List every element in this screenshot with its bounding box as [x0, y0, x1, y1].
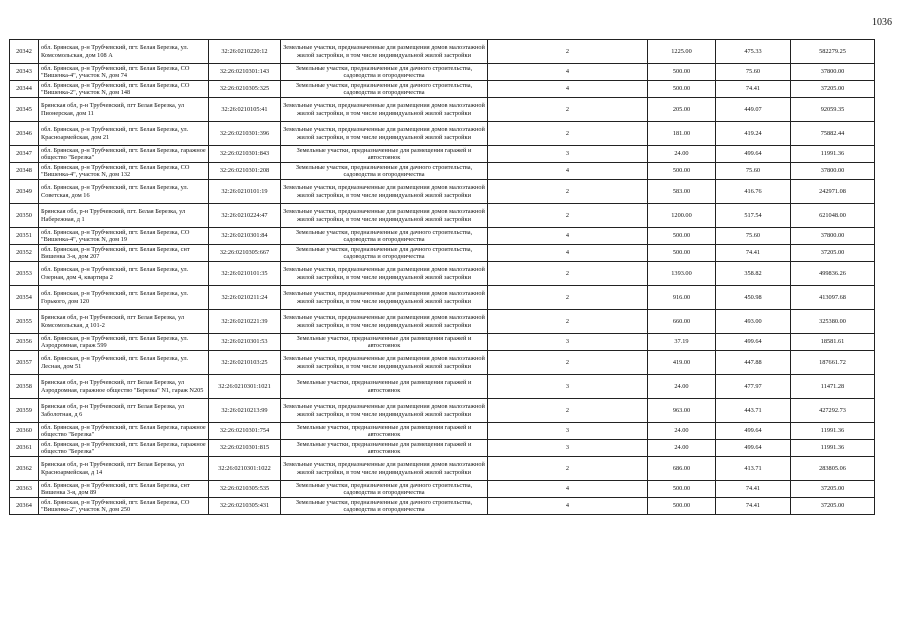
specific-value-cell: 499.64 [716, 334, 791, 351]
row-number: 20363 [10, 481, 39, 498]
table-row [10, 81, 875, 98]
type-code-cell: 2 [488, 204, 648, 228]
type-code-cell: 2 [488, 286, 648, 310]
cadastral-number-cell: 32:26:0210301:53 [209, 334, 281, 351]
type-code-cell: 3 [488, 146, 648, 163]
cadastral-value-cell: 37205.00 [791, 81, 875, 98]
cadastral-value-cell: 11991.36 [791, 146, 875, 163]
specific-value-cell: 74.41 [716, 498, 791, 515]
land-use-cell: Земельные участки, предназначенные для дачного строительства, садоводства и огородничества [281, 81, 488, 98]
address-cell: обл. Брянская, р-н Трубчевский, пгт. Белая Березка, ул. Озерная, дом 4, квартира 2 [39, 262, 209, 286]
cadastral-value-cell: 37800.00 [791, 228, 875, 245]
row-number: 20354 [10, 286, 39, 310]
address-cell: обл. Брянская, р-н Трубчевский, пгт. Белая Березка, ул. Комсомольская, дом 108 А [39, 40, 209, 64]
land-use-cell: Земельные участки, предназначенные для размещения гаражей и автостоянок [281, 375, 488, 399]
table-row [10, 204, 875, 228]
cadastral-value-cell: 92059.35 [791, 98, 875, 122]
cadastral-number-cell: 32:26:0210211:24 [209, 286, 281, 310]
address-cell: обл. Брянская, р-н Трубчевский, пгт. Белая Березка, гаражное общество "Березка" [39, 440, 209, 457]
area-cell: 500.00 [648, 228, 716, 245]
row-number: 20342 [10, 40, 39, 64]
row-number: 20358 [10, 375, 39, 399]
type-code-cell: 3 [488, 334, 648, 351]
area-cell: 24.00 [648, 146, 716, 163]
table-row [10, 481, 875, 498]
address-cell: Брянская обл, р-н Трубчевский, пгт Белая Березка, ул Комсомольская, д 101-2 [39, 310, 209, 334]
area-cell: 1225.00 [648, 40, 716, 64]
land-use-cell: Земельные участки, предназначенные для дачного строительства, садоводства и огородничества [281, 228, 488, 245]
area-cell: 500.00 [648, 498, 716, 515]
cadastral-value-cell: 37205.00 [791, 481, 875, 498]
cadastral-number-cell: 32:26:0210301:815 [209, 440, 281, 457]
table-row [10, 423, 875, 440]
type-code-cell: 4 [488, 64, 648, 81]
specific-value-cell: 450.98 [716, 286, 791, 310]
address-cell: обл. Брянская, р-н Трубчевский, пгт. Белая Березка, СО "Вишенка-4", участок N, дом 19 [39, 228, 209, 245]
land-use-cell: Земельные участки, предназначенные для дачного строительства, садоводства и огородничества [281, 481, 488, 498]
cadastral-number-cell: 32:26:0210305:667 [209, 245, 281, 262]
cadastral-number-cell: 32:26:0210301:396 [209, 122, 281, 146]
cadastral-value-cell: 325380.00 [791, 310, 875, 334]
area-cell: 686.00 [648, 457, 716, 481]
row-number: 20360 [10, 423, 39, 440]
address-cell: обл. Брянская, р-н Трубчевский, пгт. Белая Березка, ул. Красноармейская, дом 21 [39, 122, 209, 146]
row-number: 20346 [10, 122, 39, 146]
specific-value-cell: 449.07 [716, 98, 791, 122]
table-row [10, 122, 875, 146]
row-number: 20362 [10, 457, 39, 481]
cadastral-number-cell: 32:26:0210221:39 [209, 310, 281, 334]
address-cell: обл. Брянская, р-н Трубчевский, пгт. Белая Березка, ул. Советская, дом 16 [39, 180, 209, 204]
specific-value-cell: 447.88 [716, 351, 791, 375]
area-cell: 419.00 [648, 351, 716, 375]
land-use-cell: Земельные участки, предназначенные для размещения домов малоэтажной жилой застройки, в том числе индивидуальной жилой застройки [281, 286, 488, 310]
cadastral-number-cell: 32:26:0210301:754 [209, 423, 281, 440]
area-cell: 24.00 [648, 440, 716, 457]
address-cell: обл. Брянская, р-н Трубчевский, пгт. Белая Березка, ул. Горького, дом 120 [39, 286, 209, 310]
specific-value-cell: 517.54 [716, 204, 791, 228]
land-use-cell: Земельные участки, предназначенные для размещения домов малоэтажной жилой застройки, в том числе индивидуальной жилой застройки [281, 98, 488, 122]
cadastral-value-cell: 37205.00 [791, 245, 875, 262]
area-cell: 24.00 [648, 423, 716, 440]
specific-value-cell: 499.64 [716, 146, 791, 163]
land-use-cell: Земельные участки, предназначенные для размещения гаражей и автостоянок [281, 334, 488, 351]
specific-value-cell: 413.71 [716, 457, 791, 481]
table-row [10, 245, 875, 262]
area-cell: 24.00 [648, 375, 716, 399]
land-use-cell: Земельные участки, предназначенные для размещения домов малоэтажной жилой застройки, в том числе индивидуальной жилой застройки [281, 180, 488, 204]
area-cell: 500.00 [648, 64, 716, 81]
table-row [10, 262, 875, 286]
cadastral-number-cell: 32:26:0210301:843 [209, 146, 281, 163]
table-row [10, 399, 875, 423]
table-row [10, 457, 875, 481]
specific-value-cell: 74.41 [716, 245, 791, 262]
area-cell: 1200.00 [648, 204, 716, 228]
cadastral-number-cell: 32:26:0210101:35 [209, 262, 281, 286]
row-number: 20347 [10, 146, 39, 163]
row-number: 20361 [10, 440, 39, 457]
cadastral-number-cell: 32:26:0210301:143 [209, 64, 281, 81]
land-use-cell: Земельные участки, предназначенные для размещения домов малоэтажной жилой застройки, в том числе индивидуальной жилой застройки [281, 457, 488, 481]
area-cell: 181.00 [648, 122, 716, 146]
cadastral-number-cell: 32:26:0210305:535 [209, 481, 281, 498]
area-cell: 500.00 [648, 163, 716, 180]
specific-value-cell: 475.33 [716, 40, 791, 64]
cadastral-number-cell: 32:26:0210301:84 [209, 228, 281, 245]
specific-value-cell: 419.24 [716, 122, 791, 146]
area-cell: 500.00 [648, 245, 716, 262]
row-number: 20353 [10, 262, 39, 286]
row-number: 20355 [10, 310, 39, 334]
type-code-cell: 2 [488, 180, 648, 204]
cadastral-number-cell: 32:26:0210305:325 [209, 81, 281, 98]
area-cell: 963.00 [648, 399, 716, 423]
type-code-cell: 2 [488, 399, 648, 423]
land-use-cell: Земельные участки, предназначенные для дачного строительства, садоводства и огородничества [281, 245, 488, 262]
cadastral-value-cell: 37800.00 [791, 64, 875, 81]
type-code-cell: 4 [488, 228, 648, 245]
specific-value-cell: 75.60 [716, 228, 791, 245]
row-number: 20352 [10, 245, 39, 262]
address-cell: обл. Брянская, р-н Трубчевский, пгт. Белая Березка, СО "Вишенка-4", участок N, дом 132 [39, 163, 209, 180]
type-code-cell: 3 [488, 440, 648, 457]
row-number: 20343 [10, 64, 39, 81]
cadastral-number-cell: 32:26:0210213:99 [209, 399, 281, 423]
table-row [10, 64, 875, 81]
area-cell: 205.00 [648, 98, 716, 122]
row-number: 20351 [10, 228, 39, 245]
cadastral-value-cell: 499836.26 [791, 262, 875, 286]
table-row [10, 334, 875, 351]
row-number: 20357 [10, 351, 39, 375]
specific-value-cell: 75.60 [716, 163, 791, 180]
address-cell: обл. Брянская, р-н Трубчевский, пгт. Белая Березка, ул. Аэродромная, гараж 599 [39, 334, 209, 351]
land-use-cell: Земельные участки, предназначенные для размещения гаражей и автостоянок [281, 146, 488, 163]
row-number: 20359 [10, 399, 39, 423]
cadastral-value-cell: 187661.72 [791, 351, 875, 375]
type-code-cell: 2 [488, 351, 648, 375]
cadastral-value-cell: 413097.68 [791, 286, 875, 310]
area-cell: 37.19 [648, 334, 716, 351]
address-cell: Брянская обл, р-н Трубчевский, пгт Белая Березка, ул Аэродромная, гаражное общество "Березка" N1, гараж N205 [39, 375, 209, 399]
table-row [10, 146, 875, 163]
cadastral-number-cell: 32:26:0210305:431 [209, 498, 281, 515]
cadastral-number-cell: 32:26:0210301:1021 [209, 375, 281, 399]
area-cell: 1393.00 [648, 262, 716, 286]
type-code-cell: 3 [488, 375, 648, 399]
specific-value-cell: 499.64 [716, 423, 791, 440]
type-code-cell: 3 [488, 423, 648, 440]
table-row [10, 180, 875, 204]
type-code-cell: 2 [488, 310, 648, 334]
table-row [10, 440, 875, 457]
type-code-cell: 2 [488, 122, 648, 146]
area-cell: 916.00 [648, 286, 716, 310]
cadastral-value-cell: 11991.36 [791, 440, 875, 457]
type-code-cell: 4 [488, 245, 648, 262]
page-number: 1036 [872, 17, 892, 28]
type-code-cell: 4 [488, 498, 648, 515]
address-cell: Брянская обл, р-н Трубчевский, пгт Белая Березка, ул Красноармейская, д 14 [39, 457, 209, 481]
specific-value-cell: 477.97 [716, 375, 791, 399]
land-use-cell: Земельные участки, предназначенные для размещения гаражей и автостоянок [281, 440, 488, 457]
address-cell: обл. Брянская, р-н Трубчевский, пгт. Белая Березка, снт Вишенка 3-я, дом 207 [39, 245, 209, 262]
area-cell: 660.00 [648, 310, 716, 334]
land-use-cell: Земельные участки, предназначенные для размещения гаражей и автостоянок [281, 423, 488, 440]
type-code-cell: 4 [488, 481, 648, 498]
table-row [10, 98, 875, 122]
table-body [10, 40, 875, 515]
type-code-cell: 4 [488, 163, 648, 180]
cadastral-value-cell: 75882.44 [791, 122, 875, 146]
area-cell: 583.00 [648, 180, 716, 204]
land-use-cell: Земельные участки, предназначенные для размещения домов малоэтажной жилой застройки, в том числе индивидуальной жилой застройки [281, 262, 488, 286]
land-use-cell: Земельные участки, предназначенные для размещения домов малоэтажной жилой застройки, в том числе индивидуальной жилой застройки [281, 351, 488, 375]
cadastral-number-cell: 32:26:0210224:47 [209, 204, 281, 228]
address-cell: обл. Брянская, р-н Трубчевский, пгт. Белая Березка, СО "Вишенка-2", участок N, дом 148 [39, 81, 209, 98]
cadastral-value-cell: 37205.00 [791, 498, 875, 515]
table-row [10, 498, 875, 515]
type-code-cell: 2 [488, 457, 648, 481]
cadastral-value-cell: 18581.61 [791, 334, 875, 351]
cadastral-value-cell: 11471.28 [791, 375, 875, 399]
specific-value-cell: 358.82 [716, 262, 791, 286]
table-row [10, 228, 875, 245]
specific-value-cell: 443.71 [716, 399, 791, 423]
table-row [10, 163, 875, 180]
table-row [10, 310, 875, 334]
address-cell: обл. Брянская, р-н Трубчевский, пгт. Белая Березка, снт Вишенка 3-я, дом 89 [39, 481, 209, 498]
cadastral-number-cell: 32:26:0210105:41 [209, 98, 281, 122]
address-cell: обл. Брянская, р-н Трубчевский, пгт. Белая Березка, СО "Вишенка-2", участок N, дом 250 [39, 498, 209, 515]
table-row [10, 40, 875, 64]
cadastral-number-cell: 32:26:0210220:12 [209, 40, 281, 64]
row-number: 20345 [10, 98, 39, 122]
cadastral-number-cell: 32:26:0210301:1022 [209, 457, 281, 481]
row-number: 20356 [10, 334, 39, 351]
table-row [10, 351, 875, 375]
address-cell: обл. Брянская, р-н Трубчевский, пгт. Белая Березка, СО "Вишенка-4", участок N, дом 74 [39, 64, 209, 81]
specific-value-cell: 493.00 [716, 310, 791, 334]
land-use-cell: Земельные участки, предназначенные для дачного строительства, садоводства и огородничества [281, 163, 488, 180]
cadastral-value-cell: 11991.36 [791, 423, 875, 440]
row-number: 20364 [10, 498, 39, 515]
address-cell: обл. Брянская, р-н Трубчевский, пгт. Белая Березка, гаражное общество "Березка" [39, 146, 209, 163]
type-code-cell: 4 [488, 81, 648, 98]
land-use-cell: Земельные участки, предназначенные для размещения домов малоэтажной жилой застройки, в том числе индивидуальной жилой застройки [281, 399, 488, 423]
table-row [10, 375, 875, 399]
row-number: 20348 [10, 163, 39, 180]
row-number: 20350 [10, 204, 39, 228]
land-registry-table [9, 39, 875, 515]
cadastral-value-cell: 242971.08 [791, 180, 875, 204]
cadastral-value-cell: 283805.06 [791, 457, 875, 481]
land-use-cell: Земельные участки, предназначенные для дачного строительства, садоводства и огородничества [281, 498, 488, 515]
specific-value-cell: 416.76 [716, 180, 791, 204]
cadastral-value-cell: 621048.00 [791, 204, 875, 228]
cadastral-number-cell: 32:26:0210301:208 [209, 163, 281, 180]
row-number: 20349 [10, 180, 39, 204]
land-use-cell: Земельные участки, предназначенные для дачного строительства, садоводства и огородничества [281, 64, 488, 81]
area-cell: 500.00 [648, 81, 716, 98]
area-cell: 500.00 [648, 481, 716, 498]
type-code-cell: 2 [488, 262, 648, 286]
specific-value-cell: 499.64 [716, 440, 791, 457]
table-row [10, 286, 875, 310]
address-cell: обл. Брянская, р-н Трубчевский, пгт. Белая Березка, гаражное общество "Березка" [39, 423, 209, 440]
land-use-cell: Земельные участки, предназначенные для размещения домов малоэтажной жилой застройки, в том числе индивидуальной жилой застройки [281, 310, 488, 334]
cadastral-number-cell: 32:26:0210103:25 [209, 351, 281, 375]
land-use-cell: Земельные участки, предназначенные для размещения домов малоэтажной жилой застройки, в том числе индивидуальной жилой застройки [281, 122, 488, 146]
cadastral-value-cell: 582279.25 [791, 40, 875, 64]
address-cell: Брянская обл, р-н Трубчевский, пгт Белая Березка, ул Заболотная, д 6 [39, 399, 209, 423]
land-use-cell: Земельные участки, предназначенные для размещения домов малоэтажной жилой застройки, в том числе индивидуальной жилой застройки [281, 204, 488, 228]
cadastral-value-cell: 37800.00 [791, 163, 875, 180]
type-code-cell: 2 [488, 40, 648, 64]
row-number: 20344 [10, 81, 39, 98]
address-cell: обл. Брянская, р-н Трубчевский, пгт. Белая Березка, ул. Лесная, дом 51 [39, 351, 209, 375]
specific-value-cell: 74.41 [716, 81, 791, 98]
address-cell: Брянская обл, р-н Трубчевский, пгт Белая Березка, ул Пионерская, дом 11 [39, 98, 209, 122]
specific-value-cell: 74.41 [716, 481, 791, 498]
land-use-cell: Земельные участки, предназначенные для размещения домов малоэтажной жилой застройки, в том числе индивидуальной жилой застройки [281, 40, 488, 64]
address-cell: Брянская обл, р-н Трубчевский, пгт. Белая Березка, ул Набережная, д 1 [39, 204, 209, 228]
type-code-cell: 2 [488, 98, 648, 122]
specific-value-cell: 75.60 [716, 64, 791, 81]
cadastral-value-cell: 427292.73 [791, 399, 875, 423]
cadastral-number-cell: 32:26:0210101:19 [209, 180, 281, 204]
